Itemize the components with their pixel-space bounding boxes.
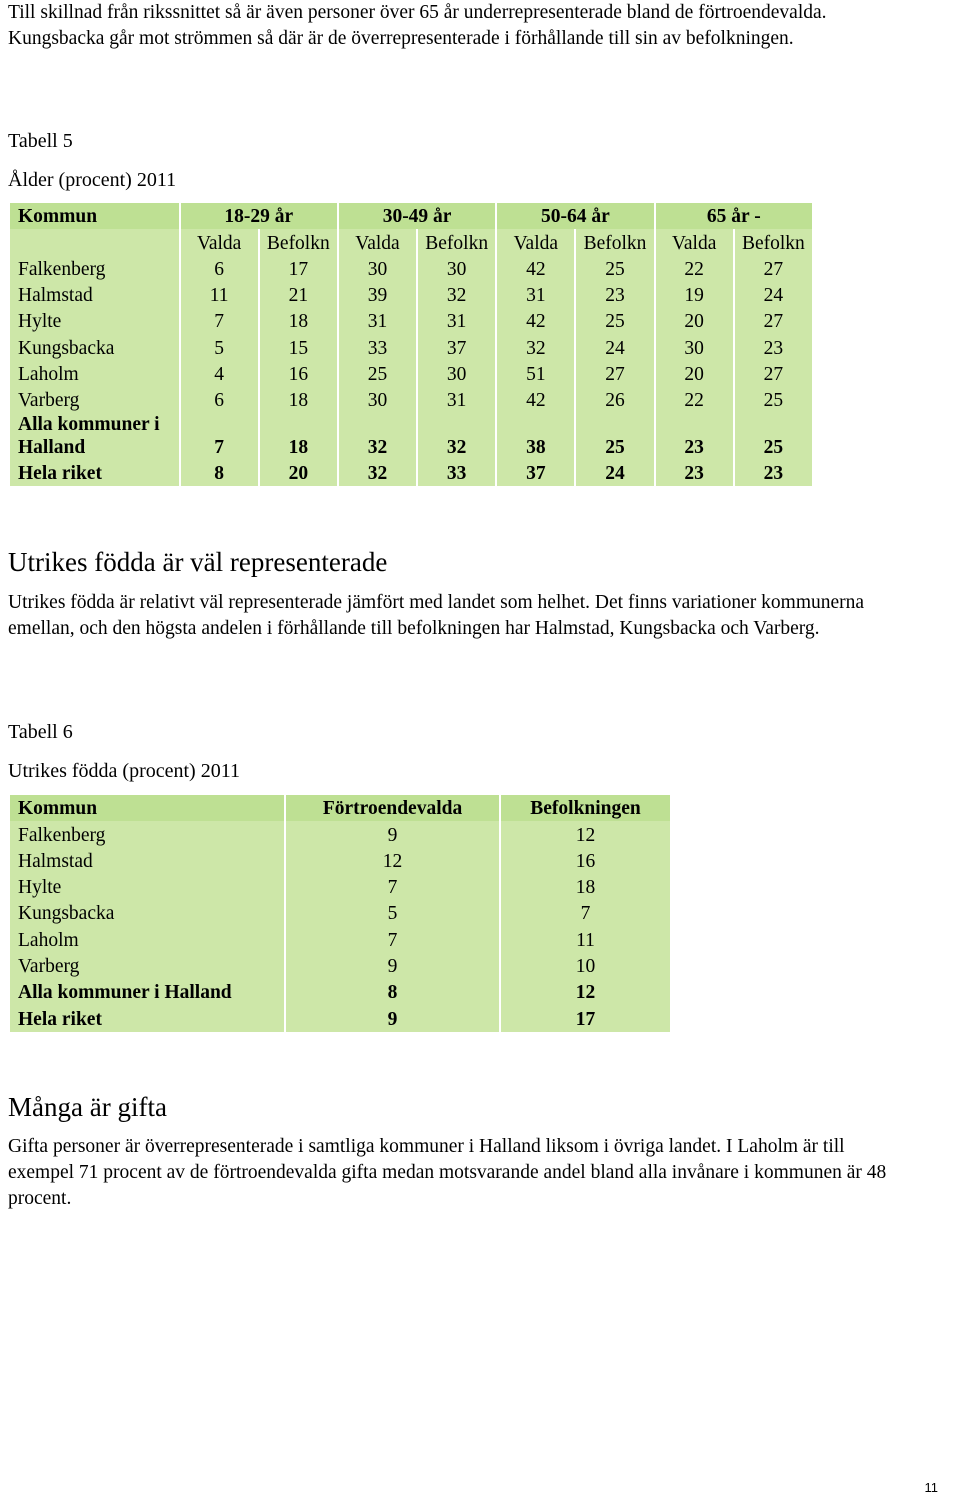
table5-value-cell: 23 bbox=[735, 334, 812, 360]
table6-value-cell: 8 bbox=[286, 979, 499, 1005]
table5-value-cell: 32 bbox=[497, 334, 574, 360]
table6-kommun-cell: Laholm bbox=[10, 926, 284, 952]
table5-value-cell: 16 bbox=[260, 361, 337, 387]
table6-value-cell: 10 bbox=[501, 953, 670, 979]
table5-value-cell: 5 bbox=[181, 334, 258, 360]
table6-kommun-cell: Falkenberg bbox=[10, 821, 284, 847]
table6-header-befolkningen: Befolkningen bbox=[501, 795, 670, 821]
table5-value-cell: 42 bbox=[497, 256, 574, 282]
table5-value-cell: 33 bbox=[339, 334, 416, 360]
intro-paragraph: Till skillnad från rikssnittet så är även personer över 65 år underrepresenterade bland de förtroendevalda. Kungsbacka går mot strömmen så där är de överrepresenterade i förhållande till sin av befolkningen. bbox=[8, 2, 827, 49]
table6-value-cell: 11 bbox=[501, 926, 670, 952]
table5-value-cell: 38 bbox=[497, 413, 574, 459]
table5-value-cell: 27 bbox=[735, 361, 812, 387]
table5-subheader: Befolkn bbox=[735, 229, 812, 255]
table5-subheader: Befolkn bbox=[418, 229, 495, 255]
table5-value-cell: 32 bbox=[339, 459, 416, 485]
table-row-summary bbox=[10, 413, 812, 459]
table-row bbox=[10, 256, 812, 282]
table5-kommun-cell: Laholm bbox=[10, 361, 179, 387]
table6-value-cell: 18 bbox=[501, 874, 670, 900]
table6-value-cell: 7 bbox=[286, 874, 499, 900]
section-heading-gifta: Många är gifta bbox=[8, 1092, 167, 1122]
table5-value-cell: 7 bbox=[181, 308, 258, 334]
table5-value-cell: 32 bbox=[418, 413, 495, 459]
table6-value-cell: 7 bbox=[501, 900, 670, 926]
table5-value-cell: 21 bbox=[260, 282, 337, 308]
section-paragraph-gifta: Gifta personer är överrepresenterade i samtliga kommuner i Halland liksom i övriga landet. I Laholm är till exempel 71 procent av de förtroendevalda gifta medan motsvarande andel bland alla invånare i kommunen är 48 procent. bbox=[8, 1136, 887, 1209]
table5-value-cell: 33 bbox=[418, 459, 495, 485]
table5-header-group: 18-29 år bbox=[181, 203, 337, 229]
table5-value-cell: 22 bbox=[656, 256, 733, 282]
table5-value-cell: 6 bbox=[181, 256, 258, 282]
table5-subheader: Valda bbox=[339, 229, 416, 255]
table5-value-cell: 25 bbox=[576, 256, 653, 282]
table5-value-cell: 25 bbox=[576, 413, 653, 459]
table5-value-cell: 27 bbox=[576, 361, 653, 387]
table5-value-cell: 4 bbox=[181, 361, 258, 387]
table5-kommun-cell: Halmstad bbox=[10, 282, 179, 308]
table5-summary-name-cell: Hela riket bbox=[10, 459, 179, 485]
table6-value-cell: 12 bbox=[286, 848, 499, 874]
table5-kommun-cell: Falkenberg bbox=[10, 256, 179, 282]
table5-subheader: Befolkn bbox=[576, 229, 653, 255]
table5-value-cell: 17 bbox=[260, 256, 337, 282]
table5-value-cell: 25 bbox=[735, 413, 812, 459]
summary-name-line2: Halland bbox=[18, 437, 86, 459]
table5-subheader: Befolkn bbox=[260, 229, 337, 255]
table5-title: Ålder (procent) 2011 bbox=[8, 169, 177, 191]
table-row-summary bbox=[10, 979, 670, 1005]
table5-subheader: Valda bbox=[656, 229, 733, 255]
table5-kommun-cell: Hylte bbox=[10, 308, 179, 334]
table5-value-cell: 18 bbox=[260, 413, 337, 459]
table5-header-kommun: Kommun bbox=[10, 203, 179, 229]
table6-value-cell: 12 bbox=[501, 821, 670, 847]
table5-value-cell: 20 bbox=[260, 459, 337, 485]
table5 bbox=[8, 203, 814, 486]
table5-value-cell: 42 bbox=[497, 387, 574, 413]
table5-value-cell: 25 bbox=[339, 361, 416, 387]
table-row bbox=[10, 334, 812, 360]
table6-header-kommun: Kommun bbox=[10, 795, 284, 821]
table5-value-cell: 31 bbox=[418, 387, 495, 413]
table5-value-cell: 31 bbox=[418, 308, 495, 334]
table6-header-row bbox=[10, 795, 670, 821]
table5-value-cell: 31 bbox=[339, 308, 416, 334]
table5-value-cell: 37 bbox=[418, 334, 495, 360]
table5-value-cell: 27 bbox=[735, 308, 812, 334]
table-row bbox=[10, 308, 812, 334]
summary-name-line1: Alla kommuner i bbox=[18, 414, 160, 436]
table5-value-cell: 24 bbox=[576, 459, 653, 485]
table5-value-cell: 30 bbox=[339, 387, 416, 413]
table5-value-cell: 18 bbox=[260, 387, 337, 413]
table5-value-cell: 23 bbox=[576, 282, 653, 308]
table5-value-cell: 32 bbox=[418, 282, 495, 308]
table5-subheader-empty bbox=[10, 229, 179, 255]
table6 bbox=[8, 795, 672, 1032]
table6-kommun-cell: Halmstad bbox=[10, 848, 284, 874]
table5-summary-name-cell bbox=[10, 413, 179, 459]
table5-value-cell: 24 bbox=[735, 282, 812, 308]
section-heading-utrikes: Utrikes födda är väl representerade bbox=[8, 547, 388, 577]
table5-value-cell: 32 bbox=[339, 413, 416, 459]
table5-value-cell: 31 bbox=[497, 282, 574, 308]
table5-value-cell: 30 bbox=[418, 361, 495, 387]
table-row bbox=[10, 361, 812, 387]
table5-value-cell: 23 bbox=[656, 413, 733, 459]
table5-subheader: Valda bbox=[181, 229, 258, 255]
table5-value-cell: 8 bbox=[181, 459, 258, 485]
table6-header-fortroendevalda: Förtroendevalda bbox=[286, 795, 499, 821]
table5-value-cell: 42 bbox=[497, 308, 574, 334]
table5-value-cell: 25 bbox=[735, 387, 812, 413]
table6-value-cell: 9 bbox=[286, 821, 499, 847]
table5-value-cell: 30 bbox=[418, 256, 495, 282]
table6-value-cell: 17 bbox=[501, 1005, 670, 1031]
table5-value-cell: 37 bbox=[497, 459, 574, 485]
table5-value-cell: 30 bbox=[339, 256, 416, 282]
table5-kommun-cell: Kungsbacka bbox=[10, 334, 179, 360]
table6-value-cell: 7 bbox=[286, 926, 499, 952]
table5-label: Tabell 5 bbox=[8, 130, 73, 152]
table5-value-cell: 20 bbox=[656, 308, 733, 334]
table5-value-cell: 26 bbox=[576, 387, 653, 413]
table6-summary-name-cell: Hela riket bbox=[10, 1005, 284, 1031]
table5-value-cell: 51 bbox=[497, 361, 574, 387]
table6-value-cell: 9 bbox=[286, 1005, 499, 1031]
table5-value-cell: 20 bbox=[656, 361, 733, 387]
table5-subheader: Valda bbox=[497, 229, 574, 255]
table-row bbox=[10, 848, 670, 874]
table5-value-cell: 24 bbox=[576, 334, 653, 360]
table-row bbox=[10, 874, 670, 900]
table5-value-cell: 25 bbox=[576, 308, 653, 334]
table5-value-cell: 23 bbox=[735, 459, 812, 485]
table6-kommun-cell: Varberg bbox=[10, 953, 284, 979]
table6-kommun-cell: Hylte bbox=[10, 874, 284, 900]
table6-value-cell: 5 bbox=[286, 900, 499, 926]
table5-header-group: 30-49 år bbox=[339, 203, 495, 229]
table5-group-header-row bbox=[10, 203, 812, 229]
table5-value-cell: 23 bbox=[656, 459, 733, 485]
table5-value-cell: 27 bbox=[735, 256, 812, 282]
table6-title: Utrikes födda (procent) 2011 bbox=[8, 760, 240, 782]
table5-subheader-row bbox=[10, 229, 812, 255]
table5-header-group: 65 år - bbox=[656, 203, 812, 229]
table5-value-cell: 18 bbox=[260, 308, 337, 334]
table5-value-cell: 39 bbox=[339, 282, 416, 308]
table5-value-cell: 30 bbox=[656, 334, 733, 360]
table5-value-cell: 15 bbox=[260, 334, 337, 360]
table-row-summary bbox=[10, 459, 812, 485]
table5-kommun-cell: Varberg bbox=[10, 387, 179, 413]
table6-kommun-cell: Kungsbacka bbox=[10, 900, 284, 926]
table5-value-cell: 11 bbox=[181, 282, 258, 308]
table6-value-cell: 9 bbox=[286, 953, 499, 979]
table-row bbox=[10, 900, 670, 926]
table5-value-cell: 7 bbox=[181, 413, 258, 459]
table-row bbox=[10, 926, 670, 952]
table6-summary-name-cell: Alla kommuner i Halland bbox=[10, 979, 284, 1005]
table5-value-cell: 19 bbox=[656, 282, 733, 308]
table6-value-cell: 12 bbox=[501, 979, 670, 1005]
table-row bbox=[10, 821, 670, 847]
section-paragraph-utrikes: Utrikes födda är relativt väl representerade jämfört med landet som helhet. Det finns variationer kommunerna emellan, och den högsta andelen i förhållande till befolkningen har Halmstad, Kungsbacka och Varberg. bbox=[8, 592, 865, 639]
page-number: 11 bbox=[924, 1480, 938, 1495]
table-row bbox=[10, 387, 812, 413]
table6-label: Tabell 6 bbox=[8, 721, 73, 743]
table5-value-cell: 22 bbox=[656, 387, 733, 413]
table6-value-cell: 16 bbox=[501, 848, 670, 874]
table5-header-group: 50-64 år bbox=[497, 203, 653, 229]
table5-value-cell: 6 bbox=[181, 387, 258, 413]
table-row bbox=[10, 953, 670, 979]
table-row-summary bbox=[10, 1005, 670, 1031]
table-row bbox=[10, 282, 812, 308]
